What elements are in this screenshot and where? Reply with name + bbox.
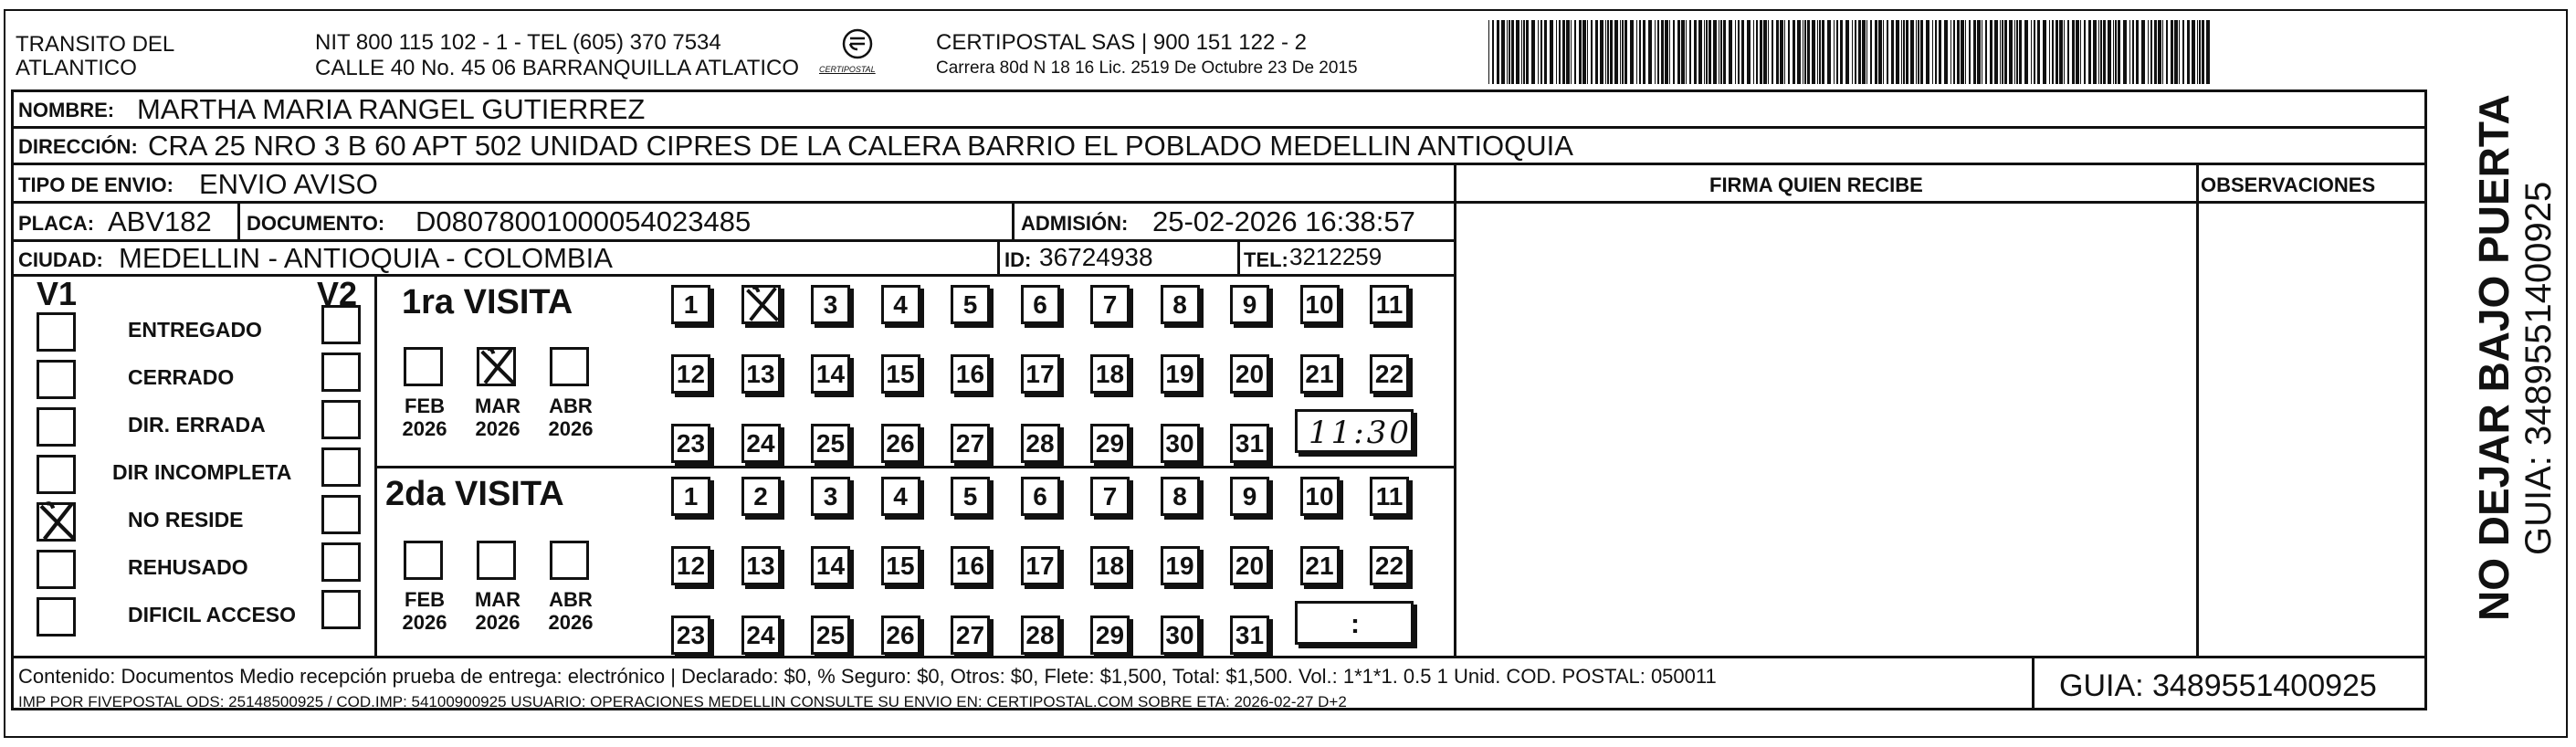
- day-checkbox[interactable]: [671, 477, 710, 516]
- day-checkbox[interactable]: [881, 424, 920, 463]
- day-checkbox[interactable]: [1090, 615, 1130, 655]
- day-checkbox[interactable]: [951, 354, 990, 394]
- day-number: 18: [1095, 552, 1125, 580]
- direccion-value: CRA 25 NRO 3 B 60 APT 502 UNIDAD CIPRES DE LA CALERA BARRIO EL POBLADO MEDELLIN ANTIOQUIA: [148, 130, 1573, 162]
- day-number: 20: [1235, 360, 1265, 388]
- visit2-time-box[interactable]: [1295, 601, 1414, 645]
- checkmark-icon: [477, 345, 519, 392]
- documento-label: DOCUMENTO:: [247, 212, 385, 235]
- day-number: 12: [676, 552, 706, 580]
- day-number: 24: [746, 429, 775, 458]
- col-line: [1237, 239, 1240, 274]
- visit1-time-box[interactable]: [1295, 409, 1414, 453]
- nombre-label: NOMBRE:: [18, 99, 115, 121]
- reason-v2-checkbox[interactable]: [321, 542, 361, 582]
- month-name: ABR: [549, 395, 593, 417]
- col-line: [1012, 201, 1015, 239]
- company-name-line2: ATLANTICO: [16, 56, 137, 80]
- day-number: 23: [676, 429, 706, 458]
- reason-v1-checkbox[interactable]: [37, 550, 76, 589]
- day-checkbox[interactable]: [671, 546, 710, 585]
- day-checkbox[interactable]: [1300, 477, 1340, 516]
- day-checkbox[interactable]: [811, 477, 850, 516]
- day-checkbox[interactable]: [951, 424, 990, 463]
- day-number: 27: [955, 621, 985, 649]
- day-checkbox[interactable]: [1161, 354, 1200, 394]
- day-checkbox[interactable]: [951, 615, 990, 655]
- day-number: 24: [746, 621, 775, 649]
- reason-v2-checkbox[interactable]: [321, 590, 361, 629]
- month-label: [466, 588, 530, 635]
- day-number: 11: [1375, 290, 1404, 319]
- day-number: 27: [955, 429, 985, 458]
- day-number: 17: [1025, 552, 1055, 580]
- row-line: [374, 466, 1454, 468]
- day-checkbox[interactable]: [1370, 285, 1409, 324]
- footer-line1: Contenido: Documentos Medio recepción prueba de entrega: electrónico | Declarado: $0, % Seguro: $0, Otros: $0, Flete: $1,500, Total: $1,500. Vol.: 1*1*1. 0.5 1 Unid. COD. POSTAL: 050011: [18, 665, 1717, 688]
- reason-v2-checkbox[interactable]: [321, 305, 361, 344]
- day-number: 8: [1172, 290, 1187, 319]
- reason-v1-checkbox[interactable]: [37, 502, 76, 542]
- reason-label: DIR INCOMPLETA: [112, 460, 292, 484]
- day-checkbox[interactable]: [1161, 546, 1200, 585]
- day-number: 11: [1375, 482, 1404, 510]
- day-number: 26: [886, 621, 915, 649]
- day-number: 19: [1165, 552, 1194, 580]
- day-number: 10: [1305, 290, 1334, 319]
- day-number: 23: [676, 621, 706, 649]
- signature-area[interactable]: [1457, 205, 2193, 652]
- row-line: [11, 274, 1454, 277]
- id-value: 36724938: [1039, 243, 1153, 271]
- month-name: ABR: [549, 588, 593, 611]
- day-number: 29: [1095, 429, 1125, 458]
- col-line: [2032, 656, 2035, 710]
- logo-text: CERTIPOSTAL: [819, 65, 876, 74]
- day-number: 1: [683, 290, 699, 319]
- reason-v2-checkbox[interactable]: [321, 495, 361, 534]
- tel-value: 3212259: [1289, 243, 1383, 270]
- day-number: 19: [1165, 360, 1194, 388]
- day-checkbox[interactable]: [1230, 546, 1269, 585]
- row-line: [1454, 201, 2427, 204]
- day-checkbox[interactable]: [741, 477, 781, 516]
- month-checkbox[interactable]: [477, 347, 516, 386]
- day-checkbox[interactable]: [811, 615, 850, 655]
- day-number: 15: [886, 360, 915, 388]
- day-checkbox[interactable]: [1021, 477, 1060, 516]
- day-number: 6: [1033, 482, 1047, 510]
- day-number: 14: [815, 360, 846, 388]
- day-checkbox[interactable]: [671, 424, 710, 463]
- row-line: [11, 656, 2427, 658]
- footer-line2: IMP POR FIVEPOSTAL ODS: 25148500925 / COD.IMP: 54100900925 USUARIO: OPERACIONES MEDELLIN CONSULTE SU ENVIO EN: CERTIPOSTAL.COM SOBRE ETA: 2026-02-27 D+2: [18, 693, 1347, 710]
- day-checkbox[interactable]: [741, 285, 781, 324]
- day-number: 21: [1305, 360, 1334, 388]
- day-number: 22: [1374, 360, 1404, 388]
- day-number: 21: [1305, 552, 1334, 580]
- day-checkbox[interactable]: [741, 546, 781, 585]
- day-number: 28: [1025, 621, 1055, 649]
- tipo-envio-label: TIPO DE ENVIO:: [18, 174, 173, 196]
- day-number: 31: [1235, 621, 1265, 649]
- day-checkbox[interactable]: [1230, 424, 1269, 463]
- day-checkbox[interactable]: [811, 546, 850, 585]
- id-label: ID:: [1004, 248, 1032, 271]
- day-checkbox[interactable]: [1090, 424, 1130, 463]
- day-checkbox[interactable]: [951, 285, 990, 324]
- month-checkbox[interactable]: [404, 541, 443, 580]
- day-checkbox[interactable]: [811, 285, 850, 324]
- day-checkbox[interactable]: [1161, 285, 1200, 324]
- month-checkbox[interactable]: [550, 541, 589, 580]
- day-checkbox[interactable]: [1370, 477, 1409, 516]
- direccion-label: DIRECCIÓN:: [18, 135, 138, 158]
- month-label: [466, 395, 530, 441]
- day-checkbox[interactable]: [1161, 477, 1200, 516]
- day-checkbox[interactable]: [1021, 354, 1060, 394]
- day-checkbox[interactable]: [1090, 477, 1130, 516]
- day-checkbox[interactable]: [1230, 285, 1269, 324]
- visit2-time-placeholder: :: [1351, 609, 1360, 639]
- day-checkbox[interactable]: [1300, 354, 1340, 394]
- row-line: [11, 126, 2427, 129]
- nombre-value: MARTHA MARIA RANGEL GUTIERREZ: [137, 93, 646, 125]
- day-number: 8: [1172, 482, 1187, 510]
- day-number: 25: [815, 429, 846, 458]
- day-checkbox[interactable]: [1370, 354, 1409, 394]
- reason-label: REHUSADO: [128, 555, 248, 579]
- day-checkbox[interactable]: [1161, 615, 1200, 655]
- day-number: 15: [886, 552, 915, 580]
- month-label: [393, 395, 457, 441]
- day-number: 18: [1095, 360, 1125, 388]
- day-number: 16: [955, 552, 985, 580]
- day-number: 31: [1235, 429, 1265, 458]
- company-name-line1: TRANSITO DEL: [16, 32, 175, 57]
- day-checkbox[interactable]: [671, 354, 710, 394]
- day-checkbox[interactable]: [951, 546, 990, 585]
- month-year: 2026: [475, 417, 520, 441]
- day-number: 12: [676, 360, 706, 388]
- day-checkbox[interactable]: [881, 285, 920, 324]
- address-line: CALLE 40 No. 45 06 BARRANQUILLA ATLATICO: [315, 56, 800, 80]
- reason-v1-checkbox[interactable]: [37, 597, 76, 637]
- side-guia: GUIA: 3489551400925: [2518, 181, 2559, 555]
- documento-value: D08078001000054023485: [415, 205, 752, 237]
- day-number: 26: [886, 429, 915, 458]
- month-year: 2026: [475, 611, 520, 635]
- day-number: 10: [1305, 482, 1334, 510]
- certipostal-line: CERTIPOSTAL SAS | 900 151 122 - 2: [936, 30, 1307, 55]
- day-checkbox[interactable]: [881, 615, 920, 655]
- month-label: [393, 588, 457, 635]
- month-year: 2026: [548, 611, 594, 635]
- visit2-title: 2da VISITA: [385, 475, 564, 513]
- day-number: 3: [823, 290, 838, 319]
- month-year: 2026: [402, 611, 447, 635]
- reason-v1-checkbox[interactable]: [37, 455, 76, 494]
- day-number: 14: [815, 552, 846, 580]
- day-checkbox[interactable]: [881, 354, 920, 394]
- observaciones-label: OBSERVACIONES: [2201, 174, 2376, 196]
- day-checkbox[interactable]: [1090, 354, 1130, 394]
- day-number: 30: [1165, 429, 1194, 458]
- day-checkbox[interactable]: [1021, 285, 1060, 324]
- day-number: 2: [753, 482, 768, 510]
- day-number: 7: [1102, 482, 1118, 510]
- reason-label: ENTREGADO: [128, 318, 262, 342]
- day-number: 5: [962, 482, 978, 510]
- visit1-handwritten-time: 11:30: [1309, 415, 1412, 451]
- month-checkbox[interactable]: [477, 541, 516, 580]
- day-number: 13: [746, 552, 775, 580]
- day-checkbox[interactable]: [741, 424, 781, 463]
- nit-line: NIT 800 115 102 - 1 - TEL (605) 370 7534: [315, 30, 721, 55]
- reason-v2-checkbox[interactable]: [321, 352, 361, 392]
- day-number: 3: [823, 482, 838, 510]
- day-checkbox[interactable]: [1230, 615, 1269, 655]
- day-checkbox[interactable]: [881, 477, 920, 516]
- col-line: [2196, 163, 2199, 656]
- col-line: [237, 201, 240, 239]
- month-year: 2026: [548, 417, 594, 441]
- day-number: 9: [1242, 290, 1257, 319]
- month-checkbox[interactable]: [404, 347, 443, 386]
- day-number: 20: [1235, 552, 1265, 580]
- day-checkbox[interactable]: [811, 354, 850, 394]
- reason-v1-checkbox[interactable]: [37, 312, 76, 352]
- month-name: FEB: [405, 395, 445, 417]
- reason-v1-checkbox[interactable]: [37, 360, 76, 399]
- day-checkbox[interactable]: [1021, 424, 1060, 463]
- col-line: [374, 274, 377, 656]
- day-number: 1: [683, 482, 699, 510]
- v2-label: V2: [317, 275, 358, 312]
- day-checkbox[interactable]: [1090, 285, 1130, 324]
- day-checkbox[interactable]: [1021, 546, 1060, 585]
- reason-label: NO RESIDE: [128, 508, 244, 531]
- day-number: 13: [746, 360, 775, 388]
- day-checkbox[interactable]: [811, 424, 850, 463]
- reason-v1-checkbox[interactable]: [37, 407, 76, 447]
- month-label: [539, 588, 603, 635]
- day-checkbox[interactable]: [1370, 546, 1409, 585]
- checkmark-icon: [36, 500, 79, 548]
- day-checkbox[interactable]: [1230, 354, 1269, 394]
- day-checkbox[interactable]: [741, 615, 781, 655]
- admision-value: 25-02-2026 16:38:57: [1152, 205, 1415, 237]
- col-line: [997, 239, 1000, 274]
- day-number: 4: [893, 482, 908, 510]
- day-number: 5: [962, 290, 978, 319]
- day-number: 30: [1165, 621, 1194, 649]
- month-label: [539, 395, 603, 441]
- admision-label: ADMISIÓN:: [1021, 212, 1129, 235]
- day-checkbox[interactable]: [671, 615, 710, 655]
- tel-label: TEL:: [1244, 248, 1288, 271]
- reason-label: CERRADO: [128, 365, 235, 389]
- tipo-envio-value: ENVIO AVISO: [199, 168, 378, 200]
- checkmark-icon: [742, 284, 783, 333]
- placa-value: ABV182: [108, 205, 212, 237]
- observations-area[interactable]: [2200, 205, 2424, 652]
- day-number: 29: [1095, 621, 1125, 649]
- day-checkbox[interactable]: [671, 285, 710, 324]
- day-number: 22: [1374, 552, 1404, 580]
- ciudad-label: CIUDAD:: [18, 248, 103, 271]
- ciudad-value: MEDELLIN - ANTIOQUIA - COLOMBIA: [119, 242, 613, 274]
- visit1-title: 1ra VISITA: [402, 283, 573, 321]
- reason-label: DIR. ERRADA: [128, 413, 266, 437]
- placa-label: PLACA:: [18, 212, 95, 235]
- firma-label: FIRMA QUIEN RECIBE: [1709, 174, 1923, 196]
- day-number: 17: [1025, 360, 1055, 388]
- day-number: 4: [893, 290, 908, 319]
- day-number: 16: [955, 360, 985, 388]
- reason-label: DIFICIL ACCESO: [128, 603, 297, 626]
- day-checkbox[interactable]: [1300, 285, 1340, 324]
- day-checkbox[interactable]: [1021, 615, 1060, 655]
- footer-guia: GUIA: 3489551400925: [2059, 668, 2377, 703]
- col-line: [1454, 163, 1456, 656]
- day-checkbox[interactable]: [1230, 477, 1269, 516]
- day-number: 25: [815, 621, 846, 649]
- day-checkbox[interactable]: [951, 477, 990, 516]
- day-number: 7: [1102, 290, 1118, 319]
- day-number: 9: [1242, 482, 1257, 510]
- day-checkbox[interactable]: [741, 354, 781, 394]
- month-name: FEB: [405, 588, 445, 611]
- day-checkbox[interactable]: [1300, 546, 1340, 585]
- day-number: 6: [1033, 290, 1047, 319]
- reason-v2-checkbox[interactable]: [321, 447, 361, 487]
- license-line: Carrera 80d N 18 16 Lic. 2519 De Octubre 23 De 2015: [936, 58, 1358, 78]
- v1-label: V1: [37, 275, 78, 312]
- reason-v2-checkbox[interactable]: [321, 400, 361, 439]
- day-checkbox[interactable]: [1161, 424, 1200, 463]
- month-year: 2026: [402, 417, 447, 441]
- side-warning: NO DEJAR BAJO PUERTA: [2470, 94, 2518, 621]
- row-line: [11, 163, 2427, 165]
- day-number: 28: [1025, 429, 1055, 458]
- month-checkbox[interactable]: [550, 347, 589, 386]
- day-checkbox[interactable]: [881, 546, 920, 585]
- month-name: MAR: [474, 588, 521, 611]
- day-checkbox[interactable]: [1090, 546, 1130, 585]
- row-line: [11, 201, 1454, 204]
- month-name: MAR: [474, 395, 521, 417]
